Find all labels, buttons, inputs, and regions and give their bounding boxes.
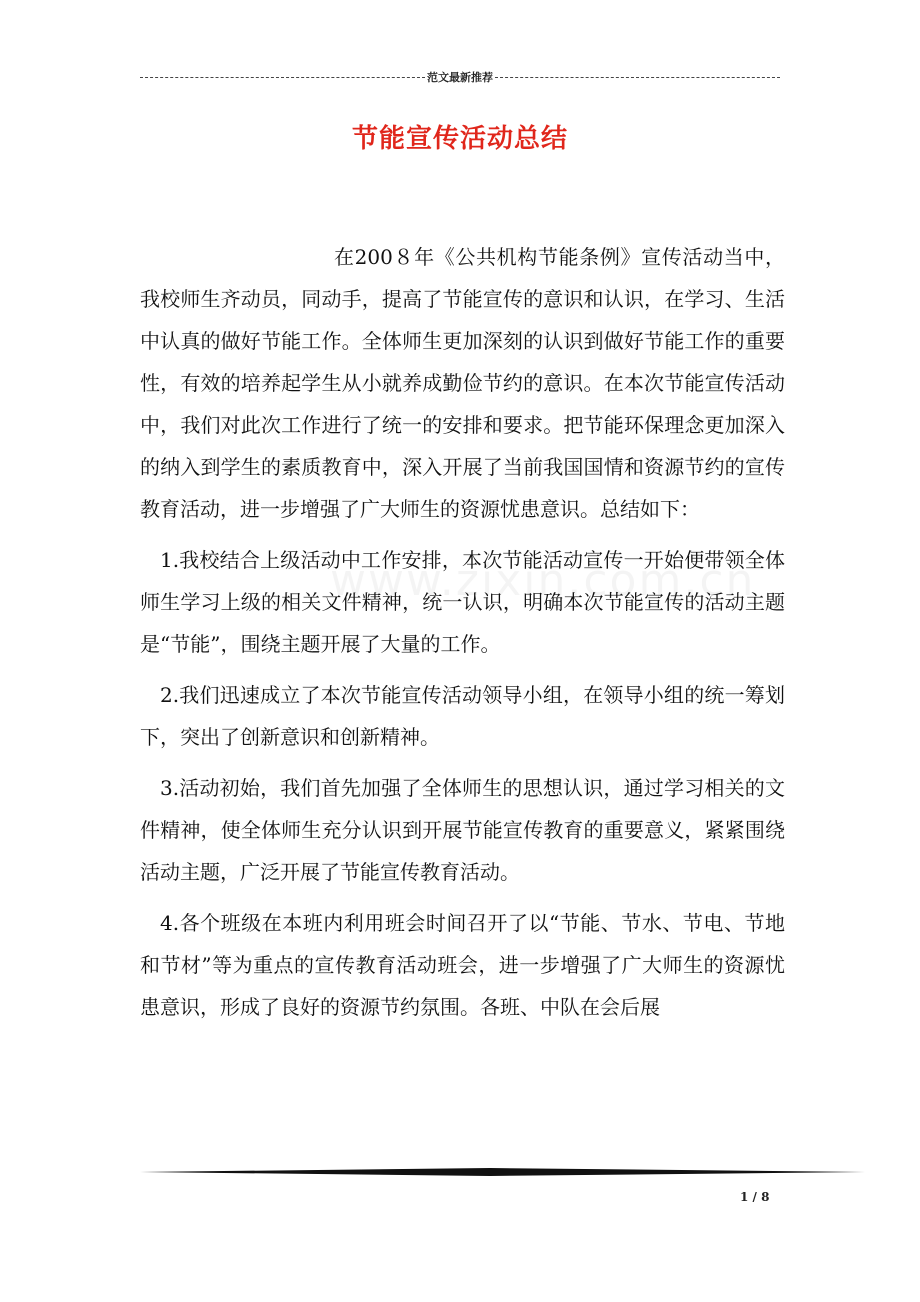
list-item-3: 3.活动初始，我们首先加强了全体师生的思想认识，通过学习相关的文件精神，使全体师生充分认识到开展节能宣传教育的重要意义，紧紧围绕活动主题，广泛开展了节能宣传教育活动。 — [140, 776, 785, 884]
header-dash-left — [140, 77, 425, 78]
page-header — [140, 68, 780, 86]
intro-paragraph: 在200８年《公共机构节能条例》宣传活动当中，我校师生齐动员，同动手，提高了节能宣传的意识和认识，在学习、生活中认真的做好节能工作。全体师生更加深刻的认识到做好节能工作的重要性，有效的培养起学生从小就养成勤俭节约的意识。在本次节能宣传活动中，我们对此次工作进行了统一的安排和要求。把节能环保理念更加深入的纳入到学生的素质教育中，深入开展了当前我国国情和资源节约的宣传教育活动，进一步增强了广大师生的资源忧患意识。总结如下： — [140, 245, 785, 521]
footer-rule — [140, 1167, 865, 1177]
list-item-4: 4.各个班级在本班内利用班会时间召开了以“节能、节水、节电、节地和节材”等为重点的宣传教育活动班会，进一步增强了广大师生的资源忧患意识，形成了良好的资源节约氛围。各班、中队在会后展 — [140, 911, 785, 1019]
document-body — [140, 236, 785, 1028]
page-number: 1 / 8 — [740, 1190, 770, 1204]
document-title: 节能宣传活动总结 — [351, 124, 568, 154]
header-dash-right — [495, 77, 780, 78]
list-item-2: 2.我们迅速成立了本次节能宣传活动领导小组，在领导小组的统一筹划下，突出了创新意识和创新精神。 — [140, 683, 785, 749]
list-item-1: 1.我校结合上级活动中工作安排，本次节能活动宣传一开始便带领全体师生学习上级的相关文件精神，统一认识，明确本次节能宣传的活动主题是“节能”，围绕主题开展了大量的工作。 — [140, 548, 785, 656]
header-label: 范文最新推荐 — [427, 71, 493, 84]
